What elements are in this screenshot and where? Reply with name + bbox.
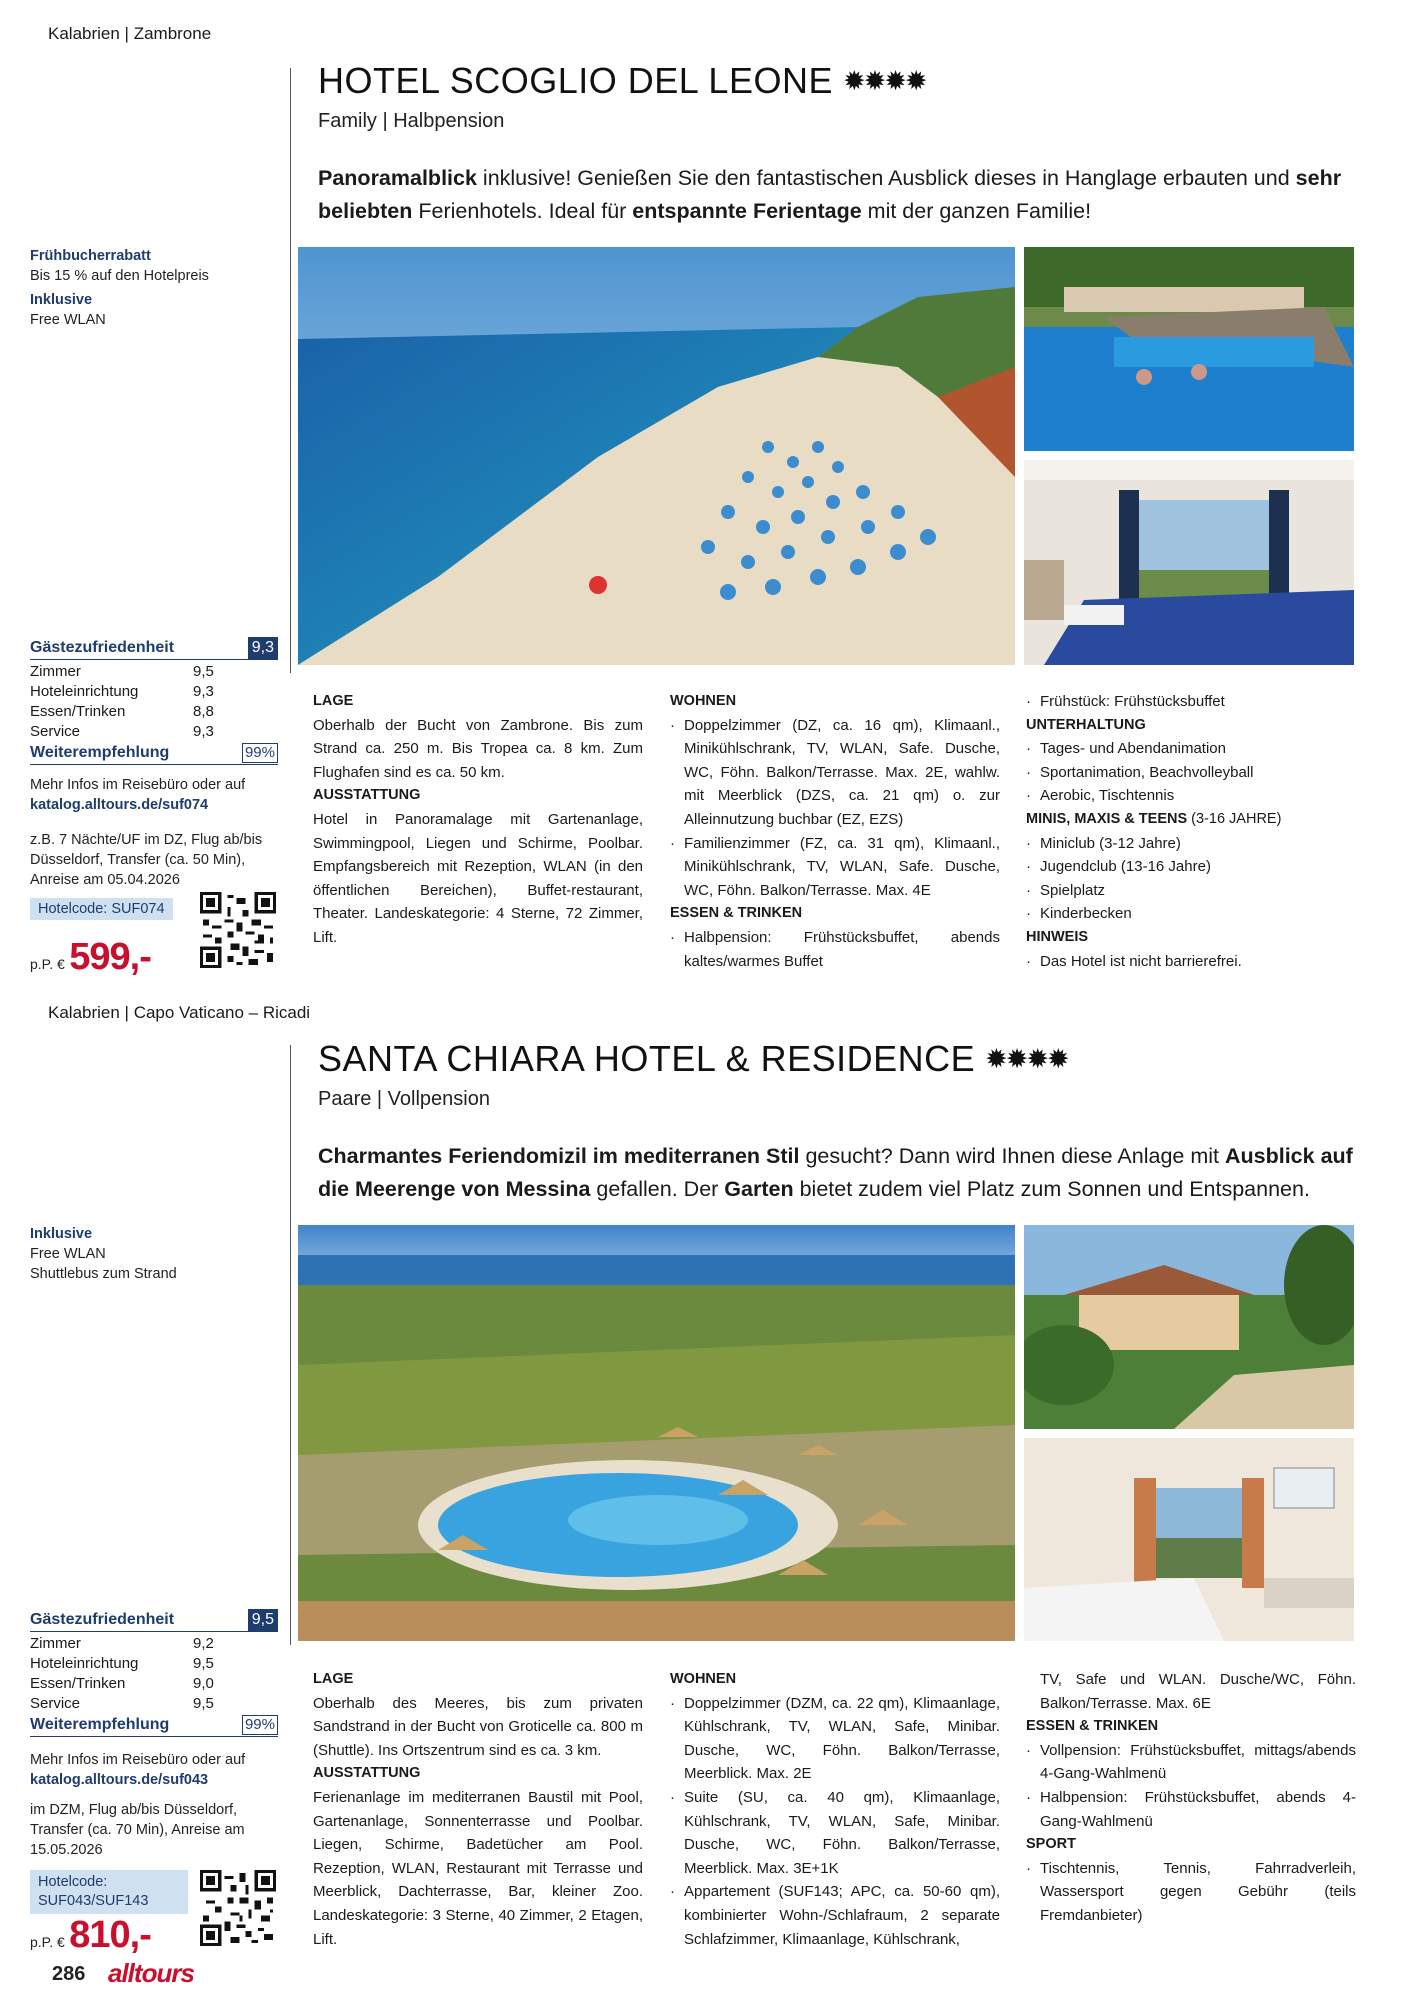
list-item: · Doppelzimmer (DZ, ca. 16 qm), Klimaanl., Minikühlschrank, TV, WLAN, Safe. Dusche, WC, Föhn. Balkon/Terrasse. Max. 2E, wahlw. mit Meerblick (DZS, ca. 21 qm) o. zur Alleinnutzung buchbar (EZ, EZS) (670, 714, 1000, 832)
region-label: Kalabrien | Capo Vaticano – Ricadi (48, 1003, 311, 1022)
region-label: Kalabrien | Zambrone (48, 24, 212, 43)
resort-pool-photo (298, 1225, 1015, 1641)
stars-icon: ✹✹✹✹ (985, 1044, 1068, 1074)
list-item: · Miniclub (3-12 Jahre) (1026, 832, 1356, 856)
info-col-wohnen: WOHNEN · Doppelzimmer (DZ, ca. 16 qm), Klimaanl., Minikühlschrank, TV, WLAN, Safe. Dusche, WC, Föhn. Balkon/Terrasse. Max. 2E, wahlw. mit Meerblick (DZS, ca. 21 qm) o. zur Alleinnutzung buchbar (EZ, EZS) · Familienzimmer (FZ, ca. 31 qm), Klimaanl., Minikühlschrank, TV, WLAN, Safe. Dusche, WC, Föhn. Balkon/Terrasse. Max. 4E ESSEN & TRINKEN · Halbpension: Frühstücksbuffet, abends kaltes/warmes Buffet (670, 690, 1000, 973)
list-item: · Tages- und Abendanimation (1026, 737, 1356, 761)
list-item: · Doppelzimmer (DZM, ca. 22 qm), Klimaanlage, Kühlschrank, TV, WLAN, Safe, Minibar. Dusche, WC, Föhn. Balkon/Terrasse, Meerblick. Max. 2E (670, 1692, 1000, 1786)
list-item: · Vollpension: Frühstücksbuffet, mittags/abends 4-Gang-Wahlmenü (1026, 1739, 1356, 1786)
list-item: · Jugendclub (13-16 Jahre) (1026, 855, 1356, 879)
list-item: · Das Hotel ist nicht barrierefrei. (1026, 950, 1356, 974)
page-number: 286 (52, 1963, 86, 1985)
info-col-lage: LAGE Oberhalb der Bucht von Zambrone. Bis zum Strand ca. 250 m. Bis Tropea ca. 8 km. Zum Flughafen sind es ca. 50 km. AUSSTATTUNG Hotel in Panoramalage mit Gartenanlage, Swimmingpool, Liegen und Schirme, Poolbar. Empfangsbereich mit Rezeption, WLAN (in den öffentlichen Bereichen), Buffet-restaurant, Theater. Landeskategorie: 4 Sterne, 72 Zimmer, Lift. (313, 693, 643, 946)
garden-photo (1024, 1225, 1354, 1429)
info-text: Mehr Infos im Reisebüro oder auf katalog.alltours.de/suf074 (30, 775, 280, 815)
list-item: · Halbpension: Frühstücksbuffet, abends 4-Gang-Wahlmenü (1026, 1786, 1356, 1833)
qr-code-icon[interactable] (200, 892, 276, 968)
list-item: · Appartement (SUF143; APC, ca. 50-60 qm), kombinierter Wohn-/Schlafraum, 2 separate Schlafzimmer, Klimaanlage, Kühlschrank, (670, 1880, 1000, 1951)
beach-photo (298, 247, 1015, 665)
info-col-lage: LAGE Oberhalb des Meeres, bis zum privaten Sandstrand in der Bucht von Groticelle ca. 800 m (Shuttle). Ins Ortszentrum sind es ca. 3 km. AUSSTATTUNG Ferienanlage im mediterranen Baustil mit Pool, Gartenanlage, Sonnenterrasse und Poolbar. Liegen, Schirme, Badetücher am Pool. Rezeption, WLAN, Restaurant mit Terrasse und Meerblick, Dachterrasse, Bar, kleiner Zoo. Landeskategorie: 3 Sterne, 40 Zimmer, 2 Etagen, Lift. (313, 1671, 643, 1948)
hotel-subtitle: Family | Halbpension (318, 110, 505, 132)
info-col-unterhaltung: · Frühstück: Frühstücksbuffet UNTERHALTUNG · Tages- und Abendanimation · Sportanimation, Beachvolleyball · Aerobic, Tischtennis MINIS, MAXIS & TEENS (3-16 JAHRE) · Miniclub (3-12 Jahre) · Jugendclub (13-16 Jahre) · Spielplatz · Kinderbecken HINWEIS · Das Hotel ist nicht barrierefrei. (1026, 690, 1356, 973)
hotel-code: Hotelcode: SUF043/SUF143 (30, 1870, 188, 1914)
price-example: z.B. 7 Nächte/UF im DZ, Flug ab/bis Düsseldorf, Transfer (ca. 50 Min), Anreise am 05.04.2026 (30, 832, 263, 888)
divider (290, 68, 291, 673)
brand-logo: alltours (108, 1958, 194, 1988)
hotel-intro: Charmantes Feriendomizil im mediterranen Stil gesucht? Dann wird Ihnen diese Anlage mit Ausblick auf die Meerenge von Messina gefallen. Der Garten bietet zudem viel Platz zum Sonnen und Entspannen. (318, 1144, 1353, 1201)
price-example: im DZM, Flug ab/bis Düsseldorf, Transfer (ca. 70 Min), Anreise am 15.05.2026 (30, 1802, 245, 1858)
list-item: · Sportanimation, Beachvolleyball (1026, 761, 1356, 785)
price: p.P. € 599,- (30, 936, 151, 978)
list-item: · Kinderbecken (1026, 902, 1356, 926)
qr-code-icon[interactable] (200, 1870, 276, 1946)
pool-photo (1024, 247, 1354, 451)
room-photo (1024, 1438, 1354, 1641)
hotel-code: Hotelcode: SUF074 (30, 898, 173, 920)
info-col-essen: TV, Safe und WLAN. Dusche/WC, Föhn. Balkon/Terrasse. Max. 6E ESSEN & TRINKEN · Vollpension: Frühstücksbuffet, mittags/abends 4-Gang-Wahlmenü · Halbpension: Frühstücksbuffet, abends 4-Gang-Wahlmenü SPORT · Tischtennis, Tennis, Fahrradverleih, Wassersport gegen Gebühr (teils Fremdanbieter) (1026, 1668, 1356, 1928)
sidebar-benefits: Frühbucherrabatt Bis 15 % auf den Hotelpreis Inklusive Free WLAN (30, 248, 209, 328)
info-link[interactable]: katalog.alltours.de/suf043 (30, 1772, 209, 1788)
list-item: · Aerobic, Tischtennis (1026, 784, 1356, 808)
rating-box: Gästezufriedenheit 9,3 Zimmer 9,5 Hoteleinrichtung 9,3 Essen/Trinken 8,8 Service 9,3 Weiterempfehlung 99% (30, 636, 278, 765)
info-text: Mehr Infos im Reisebüro oder auf katalog.alltours.de/suf043 (30, 1750, 280, 1790)
hotel-intro: Panoramalblick inklusive! Genießen Sie den fantastischen Ausblick dieses in Hanglage erbauten und sehr beliebten Ferienhotels. Ideal für entspannte Ferientage mit der ganzen Familie! (318, 166, 1342, 223)
list-item: · Frühstück: Frühstücksbuffet (1026, 690, 1356, 714)
sidebar-benefits: Inklusive Free WLAN Shuttlebus zum Strand (30, 1226, 177, 1282)
rating-box: Gästezufriedenheit 9,5 Zimmer 9,2 Hoteleinrichtung 9,5 Essen/Trinken 9,0 Service 9,5 Weiterempfehlung 99% (30, 1608, 278, 1737)
info-col-wohnen: WOHNEN · Doppelzimmer (DZM, ca. 22 qm), Klimaanlage, Kühlschrank, TV, WLAN, Safe, Minibar. Dusche, WC, Föhn. Balkon/Terrasse, Meerblick. Max. 2E · Suite (SU, ca. 40 qm), Klimaanlage, Kühlschrank, TV, WLAN, Safe, Minibar. Dusche, WC, Föhn. Balkon/Terrasse, Meerblick. Max. 3E+1K · Appartement (SUF143; APC, ca. 50-60 qm), kombinierter Wohn-/Schlafraum, 2 separate Schlafzimmer, Klimaanlage, Kühlschrank, (670, 1668, 1000, 1951)
list-item: · Familienzimmer (FZ, ca. 31 qm), Klimaanl., Minikühlschrank, TV, WLAN, Safe. Dusche, WC, Föhn. Balkon/Terrasse. Max. 4E (670, 832, 1000, 903)
hotel-title: SANTA CHIARA HOTEL & RESIDENCE ✹✹✹✹ (318, 1038, 1068, 1079)
stars-icon: ✹✹✹✹ (842, 66, 926, 96)
list-item: · Halbpension: Frühstücksbuffet, abends kaltes/warmes Buffet (670, 926, 1000, 973)
hotel-title: HOTEL SCOGLIO DEL LEONE ✹✹✹✹ (318, 60, 926, 101)
list-item: · Suite (SU, ca. 40 qm), Klimaanlage, Kühlschrank, TV, WLAN, Safe, Minibar. Dusche, WC, Föhn. Balkon/Terrasse, Meerblick. Max. 3E+1K (670, 1786, 1000, 1880)
list-item: · Spielplatz (1026, 879, 1356, 903)
room-photo (1024, 460, 1354, 665)
price: p.P. € 810,- (30, 1914, 151, 1956)
hotel-subtitle: Paare | Vollpension (318, 1088, 490, 1110)
list-item: · Tischtennis, Tennis, Fahrradverleih, Wassersport gegen Gebühr (teils Fremdanbieter) (1026, 1857, 1356, 1928)
divider (290, 1045, 291, 1645)
info-link[interactable]: katalog.alltours.de/suf074 (30, 797, 209, 813)
